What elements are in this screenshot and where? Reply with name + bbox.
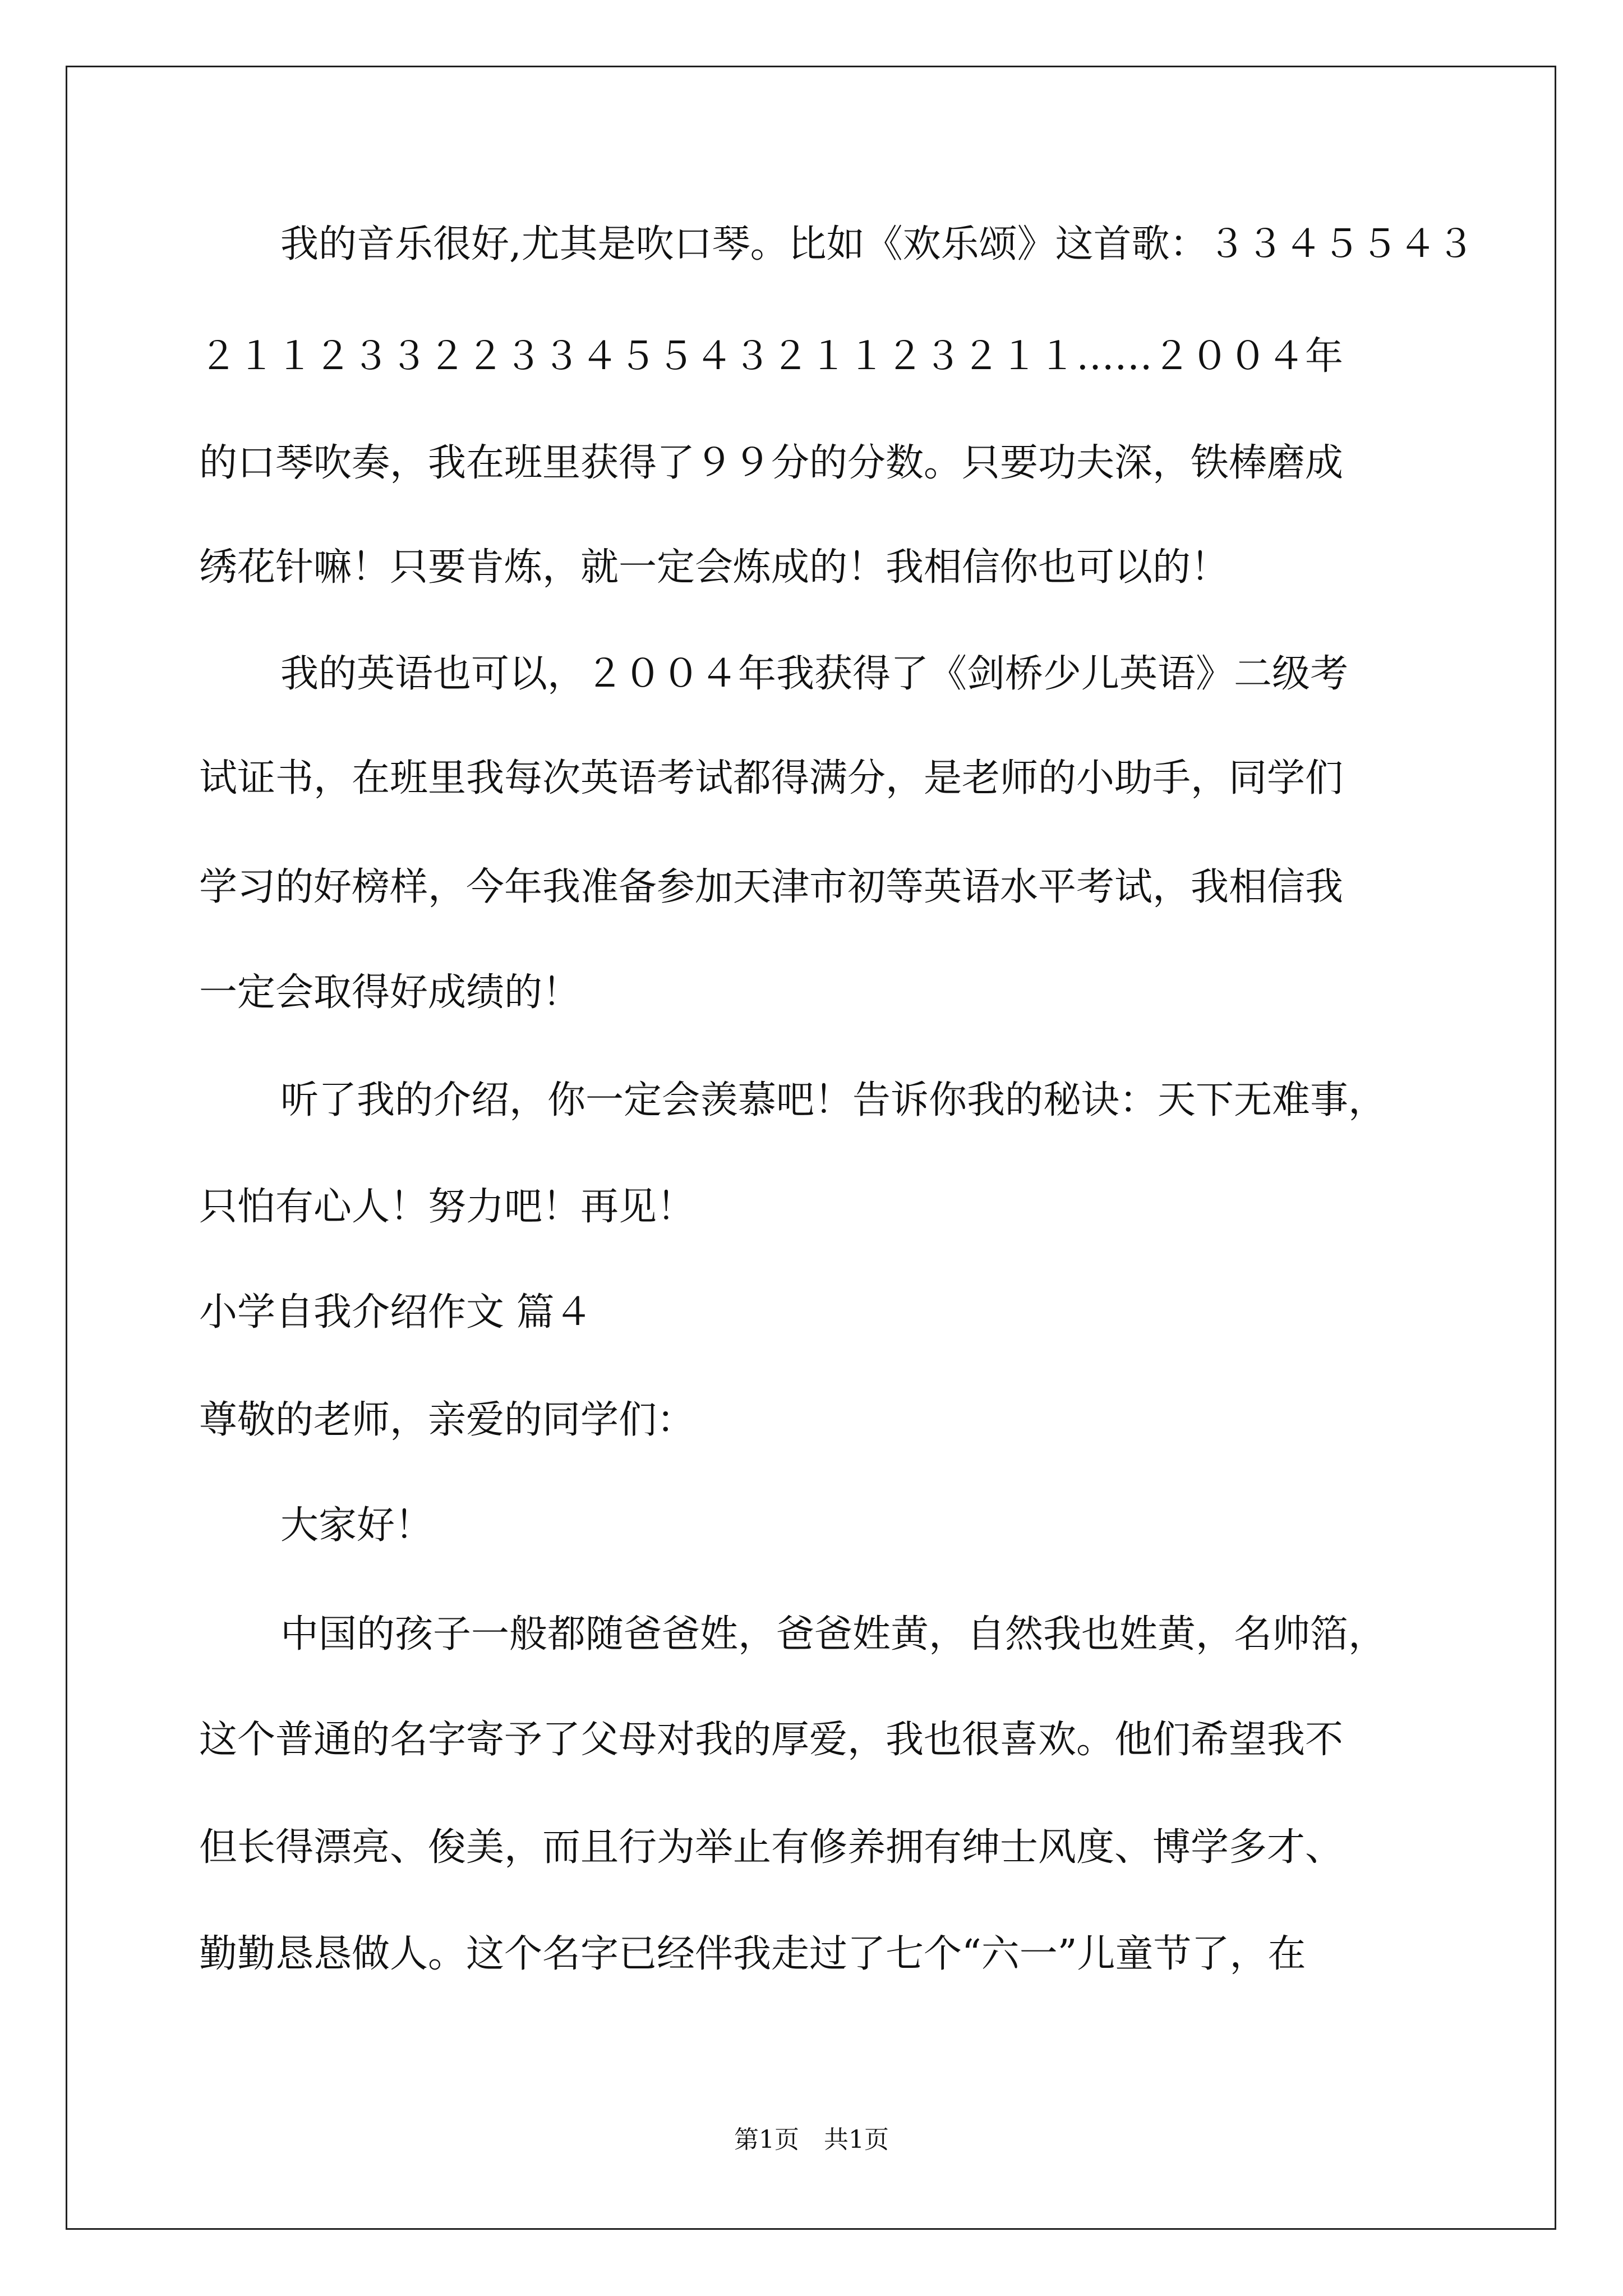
text-line: 我的音乐很好,尤其是吹口琴。比如《欢乐颂》这首歌：３３４５５４３: [280, 222, 1475, 266]
text-line: 只怕有心人！努力吧！再见！: [199, 1185, 695, 1229]
page-number: 第1页 共1页: [734, 2125, 889, 2154]
text-line: 绣花针嘛！只要肯炼，就一定会炼成的！我相信你也可以的！: [199, 545, 1229, 590]
text-line: 这个普通的名字寄予了父母对我的厚爱，我也很喜欢。他们希望我不: [199, 1718, 1344, 1762]
text-line: 我的英语也可以，２００４年我获得了《剑桥少儿英语》二级考: [280, 652, 1349, 696]
text-line: 但长得漂亮、俊美，而且行为举止有修养拥有绅士风度、博学多才、: [199, 1825, 1344, 1870]
text-line: 听了我的介绍，你一定会羡慕吧！告诉你我的秘诀：天下无难事，: [280, 1078, 1387, 1122]
text-line: 的口琴吹奏，我在班里获得了９９分的分数。只要功夫深，铁棒磨成: [199, 441, 1344, 485]
text-line: 中国的孩子一般都随爸爸姓，爸爸姓黄，自然我也姓黄，名帅箔，: [280, 1612, 1387, 1657]
salutation: 尊敬的老师，亲爱的同学们：: [199, 1398, 695, 1442]
text-line: 勤勤恳恳做人。这个名字已经伴我走过了七个“六一”儿童节了，在: [199, 1932, 1306, 1976]
greeting: 大家好！: [280, 1503, 434, 1548]
section-heading: 小学自我介绍作文 篇４: [199, 1290, 593, 1335]
text-line: 学习的好榜样，今年我准备参加天津市初等英语水平考试，我相信我: [199, 865, 1344, 909]
text-line: ２１１２３３２２３３４５５４３２１１２３２１１……２００４年: [199, 334, 1344, 379]
page-border: [66, 66, 1556, 2230]
text-line: 试证书，在班里我每次英语考试都得满分，是老师的小助手，同学们: [199, 756, 1344, 800]
text-line: 一定会取得好成绩的！: [199, 970, 581, 1015]
